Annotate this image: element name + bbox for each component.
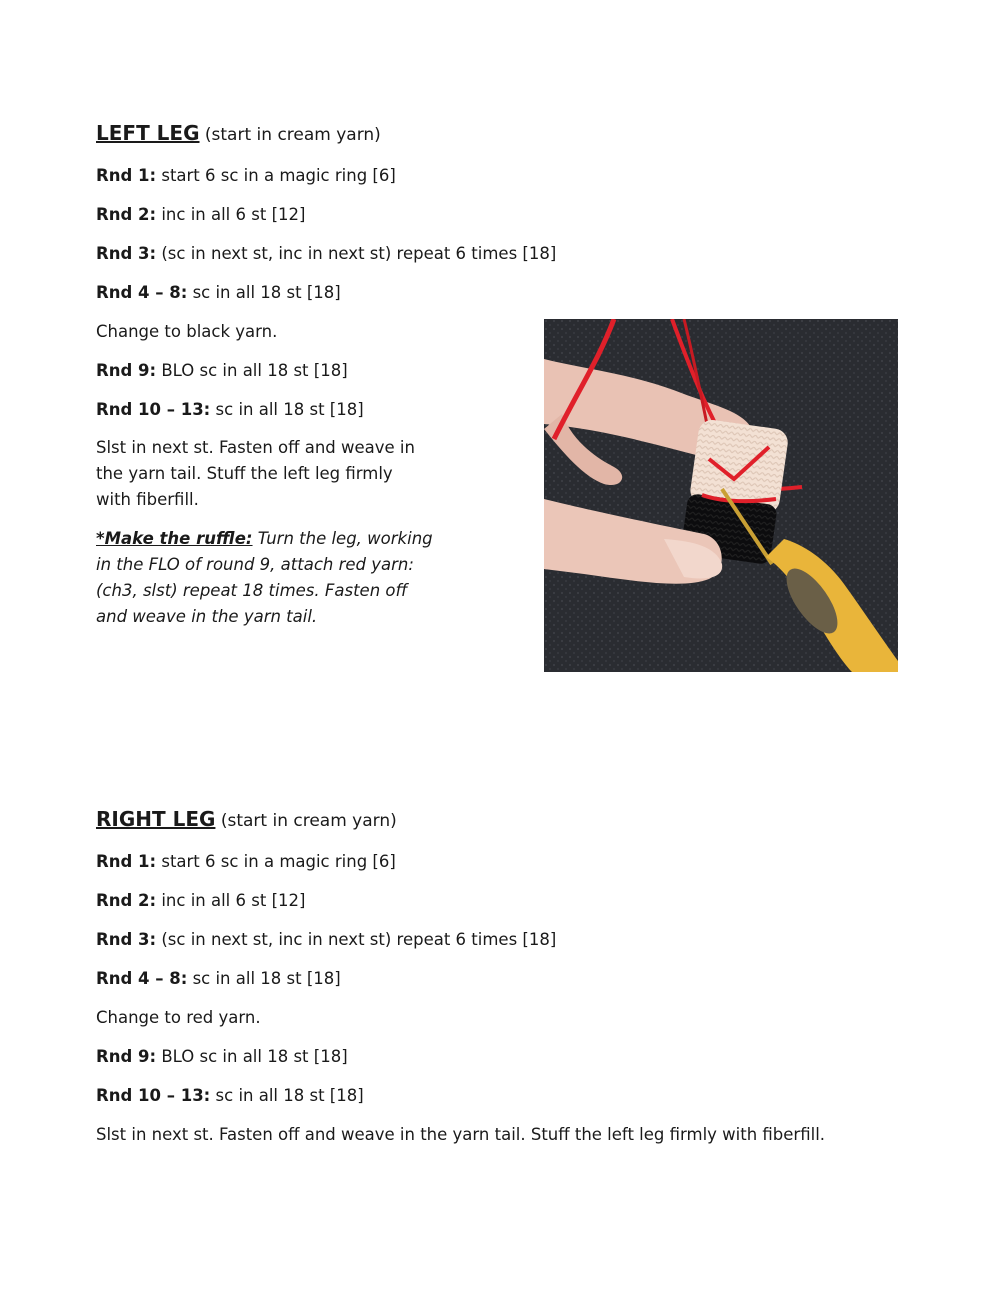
right-rnd-10-13: Rnd 10 – 13: sc in all 18 st [18] [96, 1086, 364, 1105]
crochet-leg-photo [544, 319, 898, 672]
left-rnd-3: Rnd 3: (sc in next st, inc in next st) repeat 6 times [18] [96, 244, 557, 263]
right-rnd-9: Rnd 9: BLO sc in all 18 st [18] [96, 1047, 348, 1066]
left-rnd-10-13: Rnd 10 – 13: sc in all 18 st [18] [96, 400, 364, 419]
right-rnd-3: Rnd 3: (sc in next st, inc in next st) repeat 6 times [18] [96, 930, 557, 949]
right-leg-section [96, 807, 856, 1157]
left-rnd-4-8: Rnd 4 – 8: sc in all 18 st [18] [96, 283, 341, 302]
left-finish: Slst in next st. Fasten off and weave in the yarn tail. Stuff the left leg firmly with fiberfill. [96, 438, 415, 509]
right-leg-title: RIGHT LEG [96, 807, 216, 831]
left-rnd-9: Rnd 9: BLO sc in all 18 st [18] [96, 361, 348, 380]
left-ruffle: *Make the ruffle: Turn the leg, working in the FLO of round 9, attach red yarn: (ch3, slst) repeat 18 times. Fasten off and weave in the yarn tail. [96, 529, 433, 626]
left-leg-subtitle: (start in cream yarn) [204, 125, 381, 145]
left-change-yarn: Change to black yarn. [96, 322, 278, 341]
right-rnd-1: Rnd 1: start 6 sc in a magic ring [6] [96, 852, 396, 871]
right-rnd-2: Rnd 2: inc in all 6 st [12] [96, 891, 306, 910]
left-rnd-2: Rnd 2: inc in all 6 st [12] [96, 205, 306, 224]
right-leg-heading [96, 807, 397, 833]
left-leg-heading [96, 121, 381, 147]
ruffle-label: *Make the ruffle: [96, 529, 253, 548]
right-change-yarn: Change to red yarn. [96, 1008, 261, 1027]
right-rnd-4-8: Rnd 4 – 8: sc in all 18 st [18] [96, 969, 341, 988]
left-rnd-1: Rnd 1: start 6 sc in a magic ring [6] [96, 166, 396, 185]
right-leg-subtitle: (start in cream yarn) [220, 811, 397, 831]
right-finish: Slst in next st. Fasten off and weave in the yarn tail. Stuff the left leg firmly with fiberfill. [96, 1125, 826, 1144]
left-leg-title: LEFT LEG [96, 121, 200, 145]
left-leg-section [96, 121, 557, 641]
